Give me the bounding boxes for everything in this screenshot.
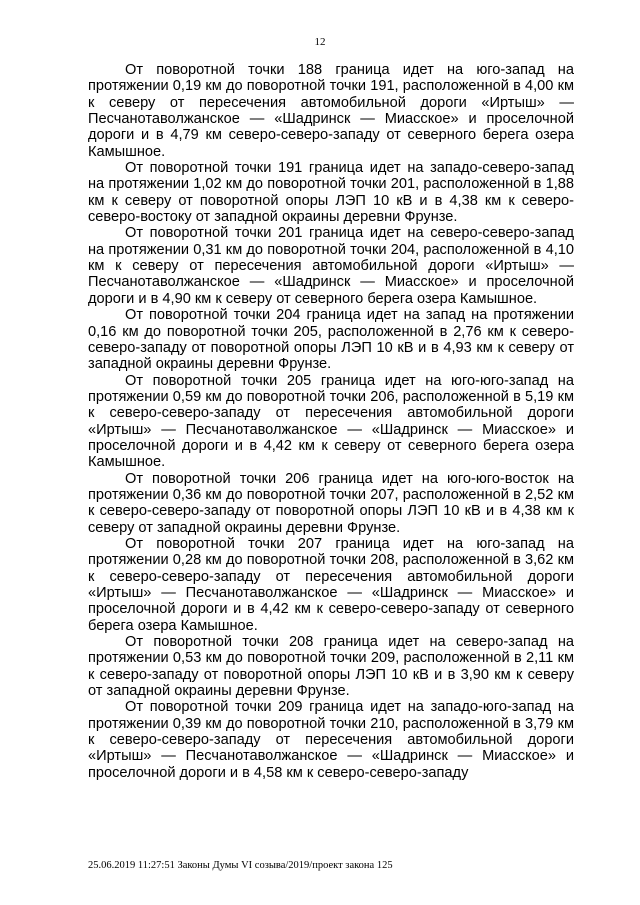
document-footer: 25.06.2019 11:27:51 Законы Думы VI созыва/2019/проект закона 125: [88, 860, 393, 871]
paragraph-1: От поворотной точки 188 граница идет на юго-запад на протяжении 0,19 км до поворотной точки 191, расположенной в 4,00 км к северу от пересечения автомобильной дороги «Иртыш» — Песчанотаволжанское — «Шадринск — Миасское» и проселочной дороги и в 4,79 км северо-северо-западу от северного берега озера Камышное.: [88, 62, 574, 160]
paragraph-4: От поворотной точки 204 граница идет на запад на протяжении 0,16 км до поворотной точки 205, расположенной в 2,76 км к северо-северо-западу от поворотной опоры ЛЭП 10 кВ и в 4,93 км к северу от западной окраины деревни Фрунзе.: [88, 307, 574, 373]
paragraph-2: От поворотной точки 191 граница идет на западо-северо-запад на протяжении 1,02 км до поворотной точки 201, расположенной в 1,88 км к северу от поворотной опоры ЛЭП 10 кВ и в 4,38 км к северо-северо-востоку от западной окраины деревни Фрунзе.: [88, 160, 574, 226]
document-body: [88, 62, 574, 781]
page-number: 12: [314, 36, 326, 48]
paragraph-5: От поворотной точки 205 граница идет на юго-юго-запад на протяжении 0,59 км до поворотной точки 206, расположенной в 5,19 км к северо-северо-западу от пересечения автомобильной дороги «Иртыш» — Песчанотаволжанское — «Шадринск — Миасское» и проселочной дороги и в 4,42 км к северу от северного берега озера Камышное.: [88, 372, 574, 471]
paragraph-6: От поворотной точки 206 граница идет на юго-юго-восток на протяжении 0,36 км до поворотной точки 207, расположенной в 2,52 км к северо-северо-западу от поворотной опоры ЛЭП 10 кВ и в 4,38 км к северу от западной окраины деревни Фрунзе.: [88, 470, 574, 536]
paragraph-3: От поворотной точки 201 граница идет на северо-северо-запад на протяжении 0,31 км до поворотной точки 204, расположенной в 4,10 км к северу от пересечения автомобильной дороги «Иртыш» — Песчанотаволжанское — «Шадринск — Миасское» и проселочной дороги и в 4,90 км к северу от северного берега озера Камышное.: [88, 225, 574, 307]
paragraph-8: От поворотной точки 208 граница идет на северо-запад на протяжении 0,53 км до поворотной точки 209, расположенной в 2,11 км к северо-западу от поворотной опоры ЛЭП 10 кВ и в 3,90 км к северу от западной окраины деревни Фрунзе.: [88, 634, 574, 700]
paragraph-9: От поворотной точки 209 граница идет на западо-юго-запад на протяжении 0,39 км до поворотной точки 210, расположенной в 3,79 км к северо-северо-западу от пересечения автомобильной дороги «Иртыш» — Песчанотаволжанское — «Шадринск — Миасское» и проселочной дороги и в 4,58 км к северо-северо-западу: [88, 699, 574, 781]
paragraph-7: От поворотной точки 207 граница идет на юго-запад на протяжении 0,28 км до поворотной точки 208, расположенной в 3,62 км к северо-северо-западу от пересечения автомобильной дороги «Иртыш» — Песчанотаволжанское — «Шадринск — Миасское» и проселочной дороги и в 4,42 км к северо-северо-западу от северного берега озера Камышное.: [88, 535, 574, 634]
